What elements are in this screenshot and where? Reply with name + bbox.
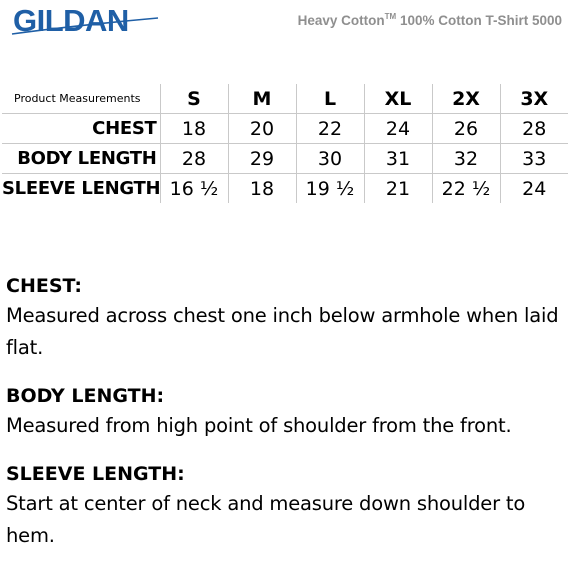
table-cell: 22 ½ — [432, 174, 500, 204]
table-cell: 26 — [432, 114, 500, 144]
definition-title: CHEST: — [6, 275, 83, 297]
table-cell: 29 — [228, 144, 296, 174]
trademark-mark: TM — [384, 12, 397, 21]
product-title — [298, 12, 562, 28]
row-label: BODY LENGTH — [2, 144, 160, 174]
table-cell: 20 — [228, 114, 296, 144]
definition-text: Measured from high point of shoulder from the front. — [6, 414, 512, 437]
measurement-definitions — [6, 272, 566, 570]
product-title-main: Heavy Cotton — [297, 13, 385, 28]
header — [0, 0, 570, 42]
table-cell: 16 ½ — [160, 174, 228, 204]
table-row — [2, 114, 568, 144]
table-corner-label: Product Measurements — [2, 84, 160, 114]
table-cell: 22 — [296, 114, 364, 144]
definition-title: SLEEVE LENGTH: — [6, 463, 185, 485]
table-cell: 32 — [432, 144, 500, 174]
row-label: SLEEVE LENGTH — [2, 174, 160, 204]
table-row — [2, 144, 568, 174]
definition-sleeve-length — [6, 460, 566, 552]
definition-body-length — [6, 382, 566, 442]
row-label: CHEST — [2, 114, 160, 144]
definition-text: Start at center of neck and measure down shoulder to hem. — [6, 492, 526, 547]
gildan-logo — [10, 4, 160, 40]
table-cell: 30 — [296, 144, 364, 174]
definition-title: BODY LENGTH: — [6, 385, 165, 407]
table-cell: 28 — [500, 114, 568, 144]
table-cell: 18 — [160, 114, 228, 144]
size-header: XL — [364, 84, 432, 114]
table-cell: 21 — [364, 174, 432, 204]
table-cell: 33 — [500, 144, 568, 174]
table-cell: 19 ½ — [296, 174, 364, 204]
size-header: 3X — [500, 84, 568, 114]
size-header: L — [296, 84, 364, 114]
table-cell: 24 — [500, 174, 568, 204]
brand-name: GILDAN — [13, 3, 129, 38]
definition-chest — [6, 272, 566, 364]
table-header-row — [2, 84, 568, 114]
definition-text: Measured across chest one inch below armhole when laid flat. — [6, 304, 559, 359]
size-header: M — [228, 84, 296, 114]
size-header: 2X — [432, 84, 500, 114]
product-title-rest: 100% Cotton T-Shirt 5000 — [396, 13, 562, 28]
table-cell: 24 — [364, 114, 432, 144]
size-chart-table — [2, 84, 568, 203]
table-row — [2, 174, 568, 204]
size-header: S — [160, 84, 228, 114]
table-cell: 31 — [364, 144, 432, 174]
table-cell: 18 — [228, 174, 296, 204]
table-cell: 28 — [160, 144, 228, 174]
